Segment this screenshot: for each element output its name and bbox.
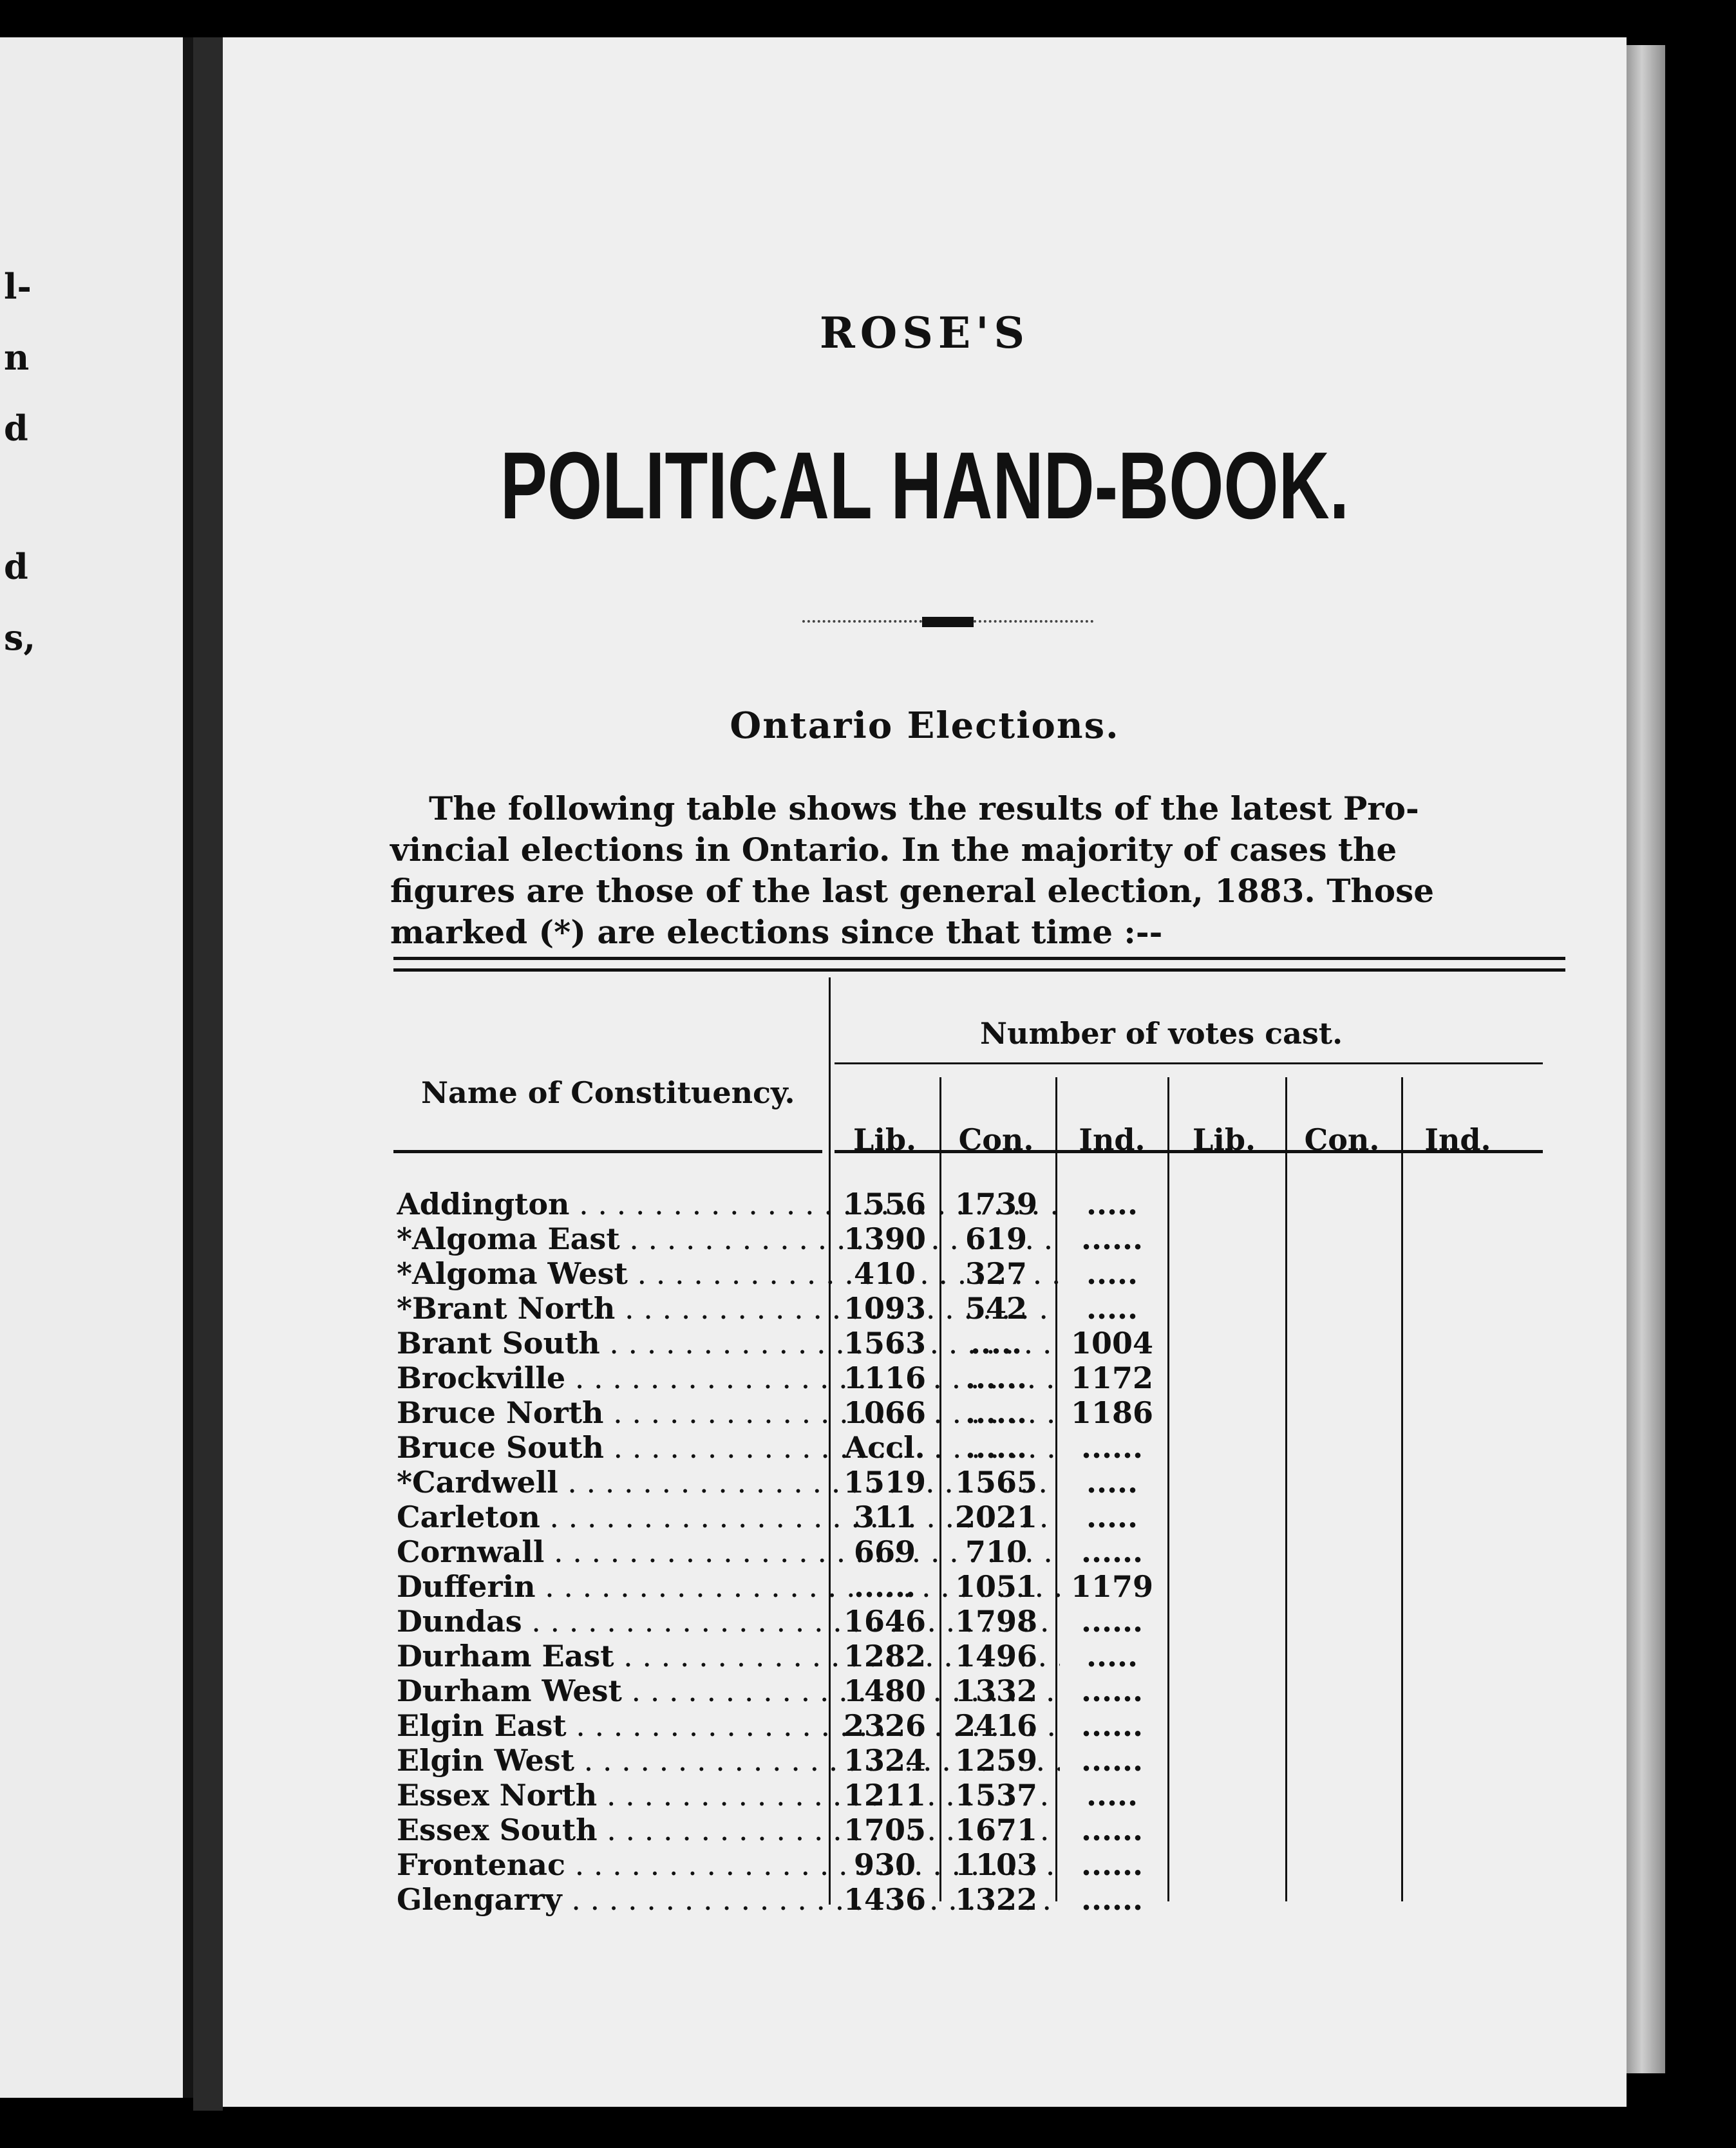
row-con: ..... [970, 1326, 1023, 1361]
row-con: 1739 [954, 1187, 1038, 1221]
row-lib: 1282 [843, 1639, 927, 1673]
row-ind: ..... [1086, 1639, 1138, 1673]
row-lib: 1211 [843, 1778, 927, 1813]
row-con: 1798 [954, 1604, 1038, 1639]
ornament-dots-left [802, 620, 922, 624]
row-constituency: Elgin West . . . [397, 1743, 1060, 1778]
table-top-rule [393, 957, 1565, 960]
row-constituency: Glengarry . . . [397, 1882, 1060, 1917]
constituency-header: Name of Constituency. [421, 1075, 795, 1110]
row-constituency: Carleton . . . [397, 1500, 1060, 1534]
row-constituency: Frontenac . . . [397, 1847, 1060, 1882]
row-lib: 1066 [843, 1395, 927, 1430]
row-constituency: Essex North . . . [397, 1778, 1060, 1813]
column-header-con: Con. [958, 1122, 1034, 1157]
row-constituency: *Brant North . . . [397, 1291, 1060, 1326]
row-con: 542 [965, 1291, 1028, 1326]
row-constituency: Dundas . . . [397, 1604, 1060, 1639]
row-ind: 1186 [1070, 1395, 1154, 1430]
row-con: 1332 [954, 1673, 1038, 1708]
row-constituency: *Algoma West . . . [397, 1256, 1060, 1291]
row-lib: Accl. [844, 1430, 925, 1465]
row-con: 1537 [954, 1778, 1038, 1813]
column-header-ind-2: Ind. [1424, 1122, 1491, 1157]
left-text-fragment: s, [4, 617, 36, 658]
name-header-rule [393, 1150, 822, 1153]
row-lib: 669 [853, 1534, 916, 1569]
intro-line: marked (*) are elections since that time :-- [390, 913, 1163, 951]
row-con: ...... [965, 1430, 1028, 1465]
row-ind: ..... [1086, 1291, 1138, 1326]
row-lib: ...... [853, 1569, 916, 1604]
row-lib: 1390 [843, 1221, 927, 1256]
row-lib: 1705 [843, 1813, 927, 1847]
row-ind: ..... [1086, 1778, 1138, 1813]
row-constituency: Essex South . . . [397, 1813, 1060, 1847]
row-lib: 1093 [843, 1291, 927, 1326]
row-con: 1322 [954, 1882, 1038, 1917]
row-lib: 1646 [843, 1604, 927, 1639]
row-constituency: Dufferin . . . [397, 1569, 1060, 1604]
votes-header-rule [835, 1062, 1543, 1064]
page-stack-edge [1627, 45, 1665, 2073]
row-lib: 2326 [843, 1708, 927, 1743]
row-ind: ...... [1080, 1221, 1144, 1256]
intro-paragraph [390, 788, 1466, 953]
row-lib: 1324 [843, 1743, 927, 1778]
row-con: 2021 [954, 1500, 1038, 1534]
row-con: 619 [965, 1221, 1028, 1256]
row-constituency: Elgin East . . . [397, 1708, 1060, 1743]
ornament-dots-right [974, 620, 1093, 624]
row-ind: ...... [1080, 1604, 1144, 1639]
column-header-con-2: Con. [1304, 1122, 1380, 1157]
row-ind: 1179 [1070, 1569, 1154, 1604]
row-ind: ...... [1080, 1847, 1144, 1882]
row-con: 1496 [954, 1639, 1038, 1673]
row-constituency: Brant South . . . [397, 1326, 1060, 1361]
row-constituency: Durham East . . . [397, 1639, 1060, 1673]
row-ind: ...... [1080, 1673, 1144, 1708]
page-edge [183, 37, 193, 2098]
title-small: ROSE'S [819, 308, 1030, 358]
row-lib: 1556 [843, 1187, 927, 1221]
table-top-rule [393, 968, 1565, 972]
row-lib: 1480 [843, 1673, 927, 1708]
row-constituency: Bruce South . . . [397, 1430, 1060, 1465]
left-page-fragment [0, 37, 193, 2098]
row-ind: ...... [1080, 1813, 1144, 1847]
row-constituency: *Cardwell . . . [397, 1465, 1060, 1500]
row-constituency: Brockville . . . [397, 1361, 1060, 1395]
row-lib: 1563 [843, 1326, 927, 1361]
row-constituency: Cornwall . . . [397, 1534, 1060, 1569]
left-text-fragment: d [4, 408, 28, 449]
row-con: 327 [965, 1256, 1028, 1291]
row-con: 1671 [954, 1813, 1038, 1847]
row-ind: ...... [1080, 1882, 1144, 1917]
column-separator [1285, 1077, 1287, 1901]
row-constituency: Addington . . . [397, 1187, 1060, 1221]
row-ind: ...... [1080, 1430, 1144, 1465]
votes-header: Number of votes cast. [980, 1016, 1343, 1051]
section-heading: Ontario Elections. [730, 704, 1120, 747]
row-ind: ...... [1080, 1534, 1144, 1569]
row-con: 1103 [954, 1847, 1038, 1882]
row-lib: 930 [853, 1847, 916, 1882]
row-ind: ..... [1086, 1256, 1138, 1291]
row-lib: 1116 [843, 1361, 927, 1395]
column-header-ind: Ind. [1079, 1122, 1146, 1157]
column-header-lib: Lib. [853, 1122, 916, 1157]
left-text-fragment: d [4, 546, 28, 587]
row-ind: ..... [1086, 1465, 1138, 1500]
row-con: 2416 [954, 1708, 1038, 1743]
row-ind: ...... [1080, 1708, 1144, 1743]
row-con: 1259 [954, 1743, 1038, 1778]
row-lib: 410 [853, 1256, 916, 1291]
row-ind: ..... [1086, 1500, 1138, 1534]
main-page [223, 37, 1627, 2107]
intro-line: vincial elections in Ontario. In the majority of cases the [390, 831, 1397, 869]
row-con: ...... [965, 1395, 1028, 1430]
ornament-bar [922, 617, 974, 627]
row-ind: 1004 [1070, 1326, 1154, 1361]
row-constituency: Durham West . . . [397, 1673, 1060, 1708]
row-con: 710 [965, 1534, 1028, 1569]
intro-line: figures are those of the last general election, 1883. Those [390, 872, 1435, 910]
title-large: POLITICAL HAND-BOOK. [500, 433, 1350, 539]
book-gutter [193, 37, 223, 2111]
row-lib: 1519 [843, 1465, 927, 1500]
row-ind: ...... [1080, 1743, 1144, 1778]
row-con: 1051 [954, 1569, 1038, 1604]
row-con: 1565 [954, 1465, 1038, 1500]
row-lib: 1436 [843, 1882, 927, 1917]
column-separator [1167, 1077, 1169, 1901]
left-text-fragment: n [4, 337, 30, 378]
row-lib: 311 [853, 1500, 916, 1534]
row-constituency: Bruce North . . . [397, 1395, 1060, 1430]
row-ind: 1172 [1070, 1361, 1154, 1395]
row-constituency: *Algoma East . . . [397, 1221, 1060, 1256]
intro-line: The following table shows the results of the latest Pro- [429, 789, 1419, 827]
column-separator [1401, 1077, 1403, 1901]
left-text-fragment: l- [4, 266, 32, 307]
column-header-lib-2: Lib. [1193, 1122, 1256, 1157]
row-con: ...... [965, 1361, 1028, 1395]
row-ind: ..... [1086, 1187, 1138, 1221]
